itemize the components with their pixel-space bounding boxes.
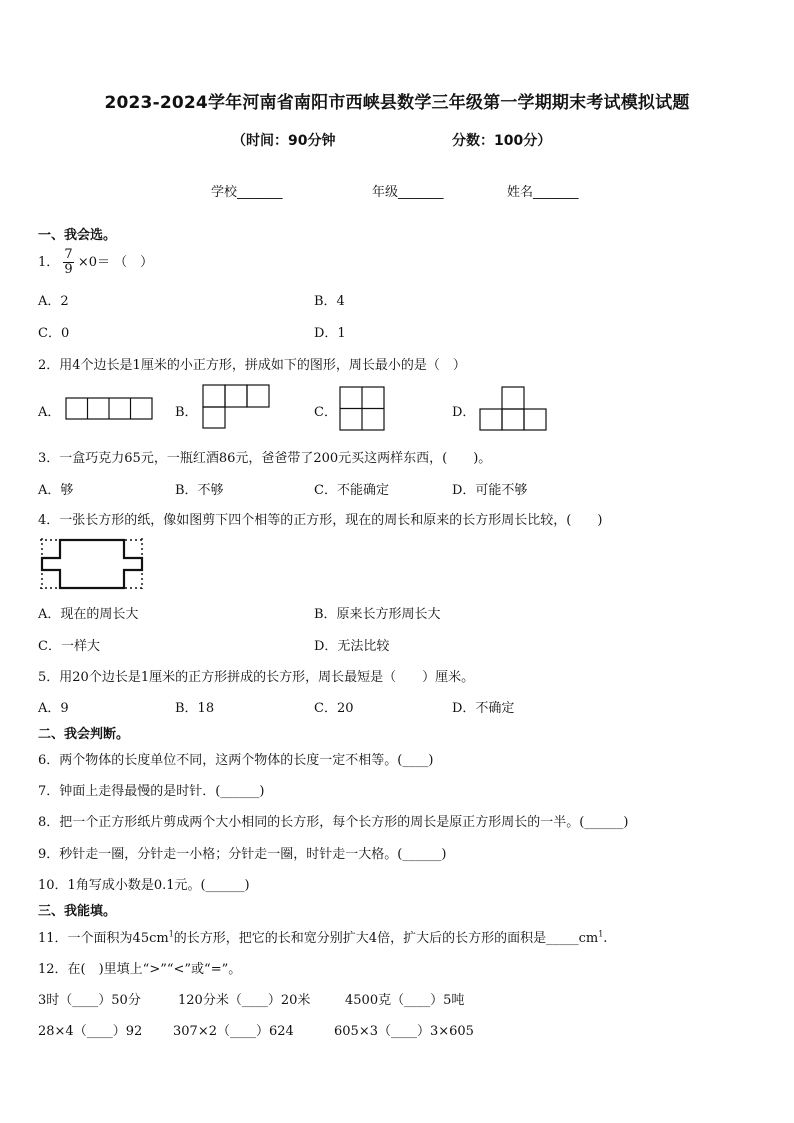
q5-option-d[interactable]: D．不确定 [452,701,515,716]
question-8: 8．把一个正方形纸片剪成两个大小相同的长方形，每个长方形的周长是原正方形周长的一半。(______) [38,815,629,830]
section-1-heading: 一、我会选。 [38,228,117,243]
compare-2-2: 307×2（____）624 [173,1024,294,1039]
q2-shape-c [339,386,387,432]
superscript-2: 1 [598,929,604,939]
fraction-seven-ninths [63,248,73,277]
question-11 [38,927,607,946]
grade-field: 年级_______ [372,185,444,200]
q2-option-b-label[interactable]: B． [175,405,198,420]
page-title: 2023-2024学年河南省南阳市西峡县数学三年级第一学期期末考试模拟试题 [104,93,690,113]
q3-option-c[interactable]: C．不能确定 [314,483,389,498]
compare-1-1: 3时（____）50分 [38,993,141,1008]
time-limit: （时间：90分钟 [232,133,336,149]
superscript-1: 1 [168,929,174,939]
question-1 [38,246,153,280]
question-4: 4．一张长方形的纸，像如图剪下四个相等的正方形，现在的周长和原来的长方形周长比较，( ) [38,513,603,528]
q5-option-a[interactable]: A．9 [38,701,69,716]
total-score: 分数：100分） [452,133,552,149]
q4-option-a[interactable]: A．现在的周长大 [38,607,139,622]
q2-shape-b [202,384,272,430]
q1-option-a[interactable]: A．2 [38,294,69,309]
name-field: 姓名_______ [507,185,579,200]
question-10: 10．1角写成小数是0.1元。(______) [38,878,250,893]
question-3: 3．一盒巧克力65元，一瓶红酒86元，爸爸带了200元买这两样东西，( )。 [38,451,492,466]
question-12: 12．在( )里填上“>”“<”或“=”。 [38,962,242,977]
section-2-heading: 二、我会判断。 [38,727,130,742]
q2-option-a-label[interactable]: A． [38,405,61,420]
q3-option-b[interactable]: B．不够 [175,483,224,498]
question-11-end: . [603,931,608,946]
question-6: 6．两个物体的长度单位不同，这两个物体的长度一定不相等。(____) [38,753,434,768]
q3-option-d[interactable]: D．可能不够 [452,483,528,498]
q2-shape-d [479,386,549,432]
compare-2-1: 28×4（____）92 [38,1024,143,1039]
q4-option-b[interactable]: B．原来长方形周长大 [314,607,441,622]
q5-option-b[interactable]: B．18 [175,701,215,716]
q2-option-c-label[interactable]: C． [314,405,337,420]
section-3-heading: 三、我能填。 [38,904,117,919]
compare-2-3: 605×3（____）3×605 [334,1024,474,1039]
fraction-numerator: 7 [64,247,73,262]
question-11-part-b: 的长方形，把它的长和宽分别扩大4倍，扩大后的长方形的面积是_____cm [173,931,599,946]
question-7: 7．钟面上走得最慢的是时针．(______) [38,784,265,799]
q1-option-b[interactable]: B．4 [314,294,345,309]
question-5: 5．用20个边长是1厘米的正方形拼成的长方形，周长最短是（ ）厘米。 [38,670,475,685]
q4-option-d[interactable]: D．无法比较 [314,639,390,654]
question-1-rest: ×0＝ （ ） [77,255,154,270]
school-field: 学校_______ [211,185,283,200]
q1-option-c[interactable]: C．0 [38,326,70,341]
compare-1-2: 120分米（____）20米 [178,993,311,1008]
q2-option-d-label[interactable]: D． [452,405,476,420]
q3-option-a[interactable]: A．够 [38,483,74,498]
fraction-denominator: 9 [64,262,73,277]
q4-option-c[interactable]: C．一样大 [38,639,100,654]
compare-1-3: 4500克（____）5吨 [345,993,465,1008]
q1-option-d[interactable]: D．1 [314,326,346,341]
question-9: 9．秒针走一圈，分针走一小格；分针走一圈，时针走一大格。(______) [38,847,447,862]
question-2: 2．用4个边长是1厘米的小正方形，拼成如下的图形，周长最小的是（ ） [38,358,466,373]
q5-option-c[interactable]: C．20 [314,701,354,716]
question-11-part-a: 11．一个面积为45cm [38,931,169,946]
q4-cut-rectangle-figure [38,536,146,592]
question-1-number: 1． [38,255,60,270]
q2-shape-a [65,397,155,421]
